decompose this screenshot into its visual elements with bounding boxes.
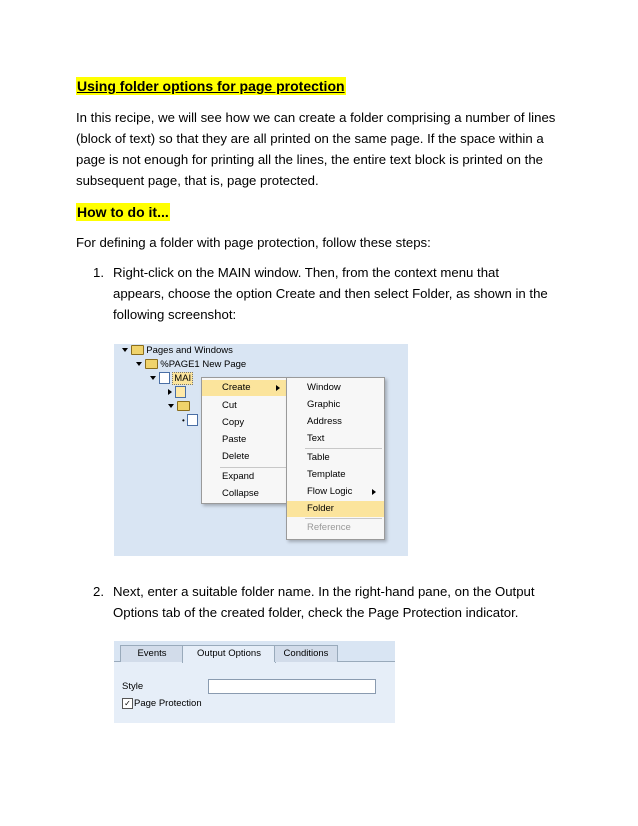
folder-icon xyxy=(145,359,158,369)
how-to-title: How to do it... xyxy=(77,204,169,220)
folder-icon xyxy=(177,401,190,411)
tree-node-child[interactable] xyxy=(168,400,190,414)
expand-arrow-icon[interactable] xyxy=(136,362,142,366)
output-options-screenshot xyxy=(114,641,395,723)
menu-item-address[interactable]: Address xyxy=(307,416,342,427)
menu-item-cut[interactable]: Cut xyxy=(222,400,237,411)
intro-line: subsequent page, that is, page protected. xyxy=(76,173,319,188)
intro-line: In this recipe, we will see how we can create a folder comprising a number of lines xyxy=(76,110,556,125)
menu-item-create[interactable]: Create xyxy=(202,380,288,396)
menu-item-expand[interactable]: Expand xyxy=(222,471,255,482)
tab-conditions[interactable]: Conditions xyxy=(274,645,338,662)
page-protection-label: Page Protection xyxy=(134,698,202,709)
menu-item-graphic[interactable]: Graphic xyxy=(307,399,341,410)
menu-item-paste[interactable]: Paste xyxy=(222,434,247,445)
tab-output-options[interactable]: Output Options xyxy=(182,645,276,663)
intro-paragraph xyxy=(76,107,576,191)
section-title: Using folder options for page protection xyxy=(77,78,345,94)
tree-node-pages-windows[interactable]: Pages and Windows xyxy=(122,344,233,358)
menu-item-collapse[interactable]: Collapse xyxy=(222,488,259,499)
menu-item-flow-logic[interactable]: Flow Logic xyxy=(287,484,384,500)
tree-node-child[interactable]: • xyxy=(182,414,198,428)
menu-item-window[interactable]: Window xyxy=(307,382,341,393)
menu-separator xyxy=(305,518,382,519)
menu-item-reference: Reference xyxy=(307,522,351,533)
menu-item-table[interactable]: Table xyxy=(307,452,330,463)
step-line: appears, choose the option Create and then select Folder, as shown in the xyxy=(113,286,548,301)
tree-node-page[interactable]: %PAGE1 New Page xyxy=(136,358,246,372)
step-line: Options tab of the created folder, check the Page Protection indicator. xyxy=(113,605,519,620)
text-node-icon xyxy=(187,414,198,426)
step-line: Next, enter a suitable folder name. In the right-hand pane, on the Output xyxy=(113,584,535,599)
step-line: following screenshot: xyxy=(113,307,237,322)
menu-item-folder[interactable]: Folder xyxy=(287,501,384,517)
window-icon xyxy=(159,372,170,384)
menu-item-text[interactable]: Text xyxy=(307,433,325,444)
menu-separator xyxy=(305,448,382,449)
submenu-arrow-icon xyxy=(276,385,280,391)
intro-line: (block of text) so that they are all printed on the same page. If the space within a xyxy=(76,131,544,146)
menu-separator xyxy=(220,467,286,468)
collapse-arrow-icon[interactable] xyxy=(168,389,172,395)
steps-intro: For defining a folder with page protection, follow these steps: xyxy=(76,235,431,250)
menu-item-delete[interactable]: Delete xyxy=(222,451,250,462)
step-number: 2. xyxy=(93,584,104,599)
text-node-icon xyxy=(175,386,186,398)
tree-node-child[interactable] xyxy=(168,386,186,400)
expand-arrow-icon[interactable] xyxy=(122,348,128,352)
style-label: Style xyxy=(122,681,144,692)
tree-node-main-window[interactable]: MAI xyxy=(150,372,193,386)
step-number: 1. xyxy=(93,265,104,280)
expand-arrow-icon[interactable] xyxy=(150,376,156,380)
intro-line: page is not enough for printing all the lines, the entire text block is printed on the xyxy=(76,152,543,167)
step-line: Right-click on the MAIN window. Then, from the context menu that xyxy=(113,265,500,280)
menu-item-copy[interactable]: Copy xyxy=(222,417,245,428)
page-protection-checkbox[interactable]: ✓ xyxy=(122,698,133,709)
expand-arrow-icon[interactable] xyxy=(168,404,174,408)
menu-item-template[interactable]: Template xyxy=(307,469,346,480)
create-submenu xyxy=(286,377,385,540)
folder-icon xyxy=(131,345,144,355)
context-menu-screenshot xyxy=(114,344,408,556)
tab-events[interactable]: Events xyxy=(120,645,184,662)
context-menu xyxy=(201,377,289,504)
style-input[interactable] xyxy=(208,679,376,694)
submenu-arrow-icon xyxy=(372,489,376,495)
